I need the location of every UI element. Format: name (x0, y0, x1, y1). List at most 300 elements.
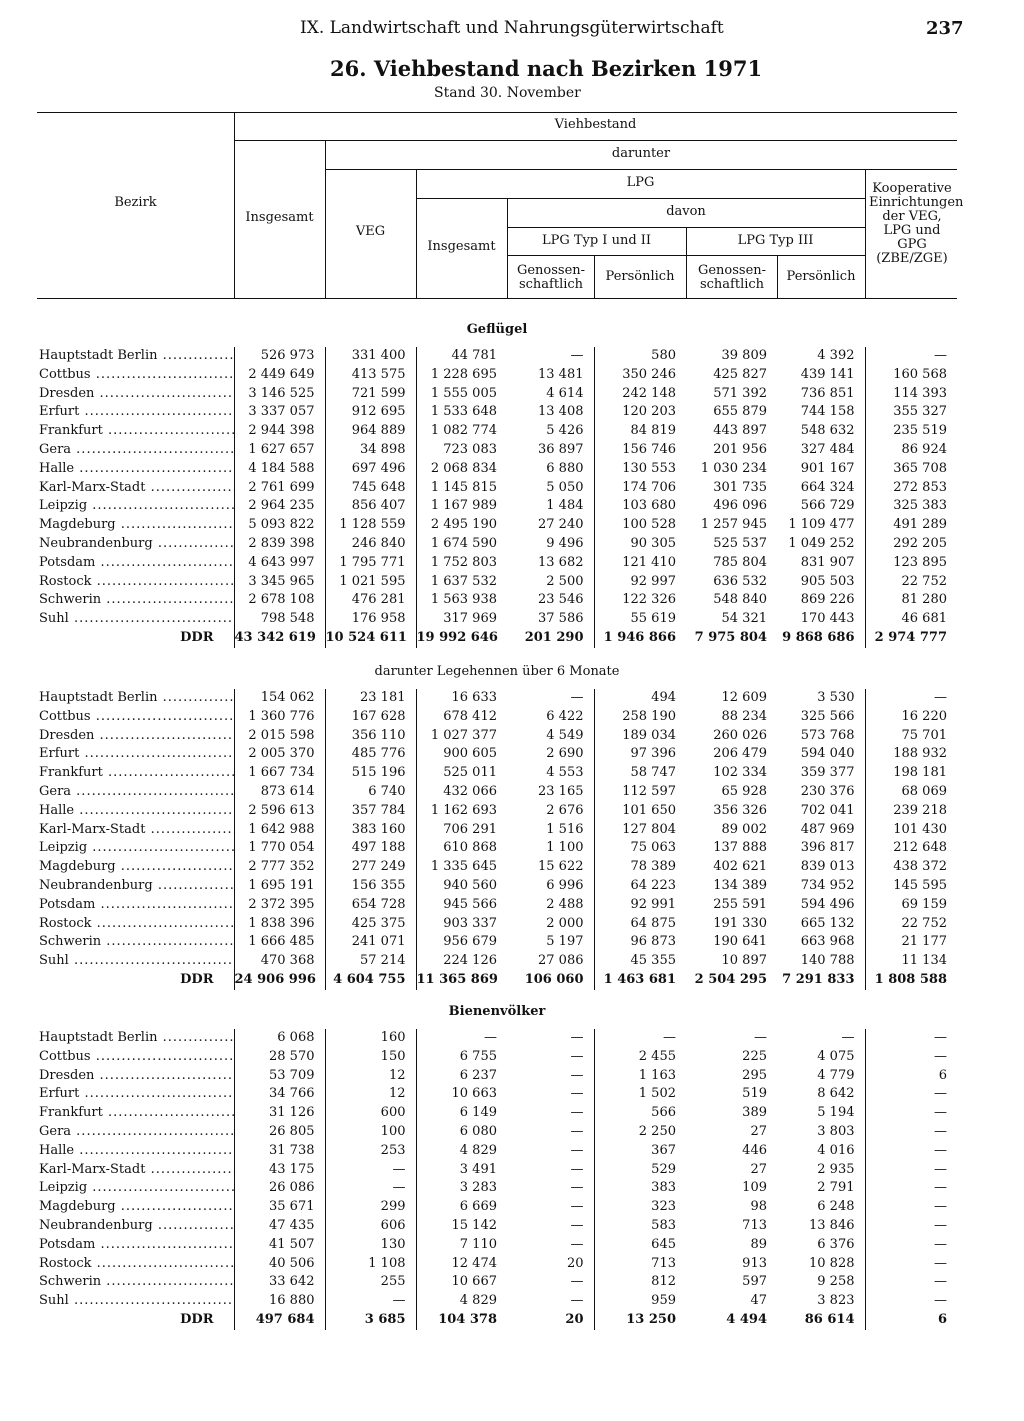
table-cell: 206 479 (713, 746, 767, 762)
table-cell: 130 553 (594, 460, 686, 479)
table-cell: 663 968 (800, 934, 855, 950)
table-cell: — (570, 1236, 584, 1252)
bezirk-name: Karl-Marx-Stadt ..... (37, 821, 234, 840)
table-row (37, 839, 957, 858)
table-row (37, 933, 957, 952)
table-cell: 571 392 (713, 385, 767, 401)
table-cell: — (570, 1048, 584, 1064)
bezirk-name: Karl-Marx-Stadt ..... (37, 1161, 234, 1180)
table-cell: 2 504 295 (694, 971, 767, 987)
table-cell: 476 281 (325, 591, 416, 610)
table-cell: 1 167 989 (416, 497, 507, 516)
total-label: DDR (180, 971, 214, 987)
table-cell: 39 809 (721, 348, 767, 363)
table-cell: 798 548 (234, 610, 325, 629)
table-row (37, 858, 957, 877)
table-cell: 13 250 (594, 1311, 686, 1330)
table-row (37, 1029, 957, 1048)
table-cell: 713 (594, 1255, 686, 1274)
table-cell: 37 586 (538, 611, 584, 627)
table-cell: 13 408 (538, 404, 584, 420)
table-cell: 31 126 (234, 1104, 325, 1123)
table-cell: 600 (325, 1104, 416, 1123)
table-cell: 367 (594, 1142, 686, 1161)
table-cell: 3 146 525 (234, 385, 325, 404)
table-cell: 246 840 (325, 535, 416, 554)
table-row (37, 745, 957, 764)
table-cell: 6 422 (546, 708, 584, 724)
table-cell: 1 695 191 (234, 877, 325, 896)
total-label: DDR (180, 1311, 214, 1327)
table-cell: 9 868 686 (782, 629, 855, 645)
table-row (37, 1217, 957, 1236)
table-cell: 69 159 (865, 896, 957, 915)
table-cell: 13 481 (538, 366, 584, 382)
table-cell: 331 400 (325, 347, 416, 366)
table-cell: 678 412 (416, 708, 507, 727)
table-cell: — (570, 1274, 584, 1290)
table-cell: 35 671 (234, 1198, 325, 1217)
table-cell: 78 389 (594, 858, 686, 877)
table-cell: — (570, 1030, 584, 1045)
table-row (37, 591, 957, 610)
table-row (37, 1198, 957, 1217)
table-cell: 1 128 559 (325, 516, 416, 535)
table-row (37, 554, 957, 573)
table-cell: — (325, 1161, 416, 1180)
table-cell: 2 676 (546, 802, 584, 818)
table-row (37, 535, 957, 554)
table-cell: 156 746 (594, 441, 686, 460)
table-cell: 1 674 590 (416, 535, 507, 554)
table-cell: 89 (750, 1236, 767, 1252)
table-cell: 1 666 485 (234, 933, 325, 952)
table-cell: 64 223 (594, 877, 686, 896)
table-cell: 2 495 190 (416, 516, 507, 535)
table-row (37, 1161, 957, 1180)
table-cell: 903 337 (416, 915, 507, 934)
table-cell: — (570, 690, 584, 705)
table-cell: 2 935 (817, 1161, 855, 1177)
table-cell: — (865, 1255, 957, 1274)
table-cell: 1 795 771 (325, 554, 416, 573)
table-cell: 15 142 (416, 1217, 507, 1236)
table-cell: 127 804 (594, 821, 686, 840)
table-cell: 1 335 645 (416, 858, 507, 877)
bezirk-name: Dresden ..... (37, 385, 234, 404)
table-cell: 2 488 (546, 896, 584, 912)
table-cell: 831 907 (800, 554, 855, 570)
table-cell: 100 (325, 1123, 416, 1142)
bezirk-name: Potsdam ..... (37, 1236, 234, 1255)
table-cell: 402 621 (713, 859, 767, 875)
table-cell: 945 566 (416, 896, 507, 915)
table-cell: — (570, 1217, 584, 1233)
table-cell: 242 148 (594, 385, 686, 404)
table-cell: 4 494 (726, 1311, 767, 1327)
table-cell: 145 595 (865, 877, 957, 896)
table-row (37, 497, 957, 516)
table-cell: 956 679 (416, 933, 507, 952)
table-cell: — (865, 347, 957, 366)
table-cell: 873 614 (234, 783, 325, 802)
table-cell: 1 082 774 (416, 422, 507, 441)
table-cell: 1 946 866 (594, 629, 686, 648)
table-cell: 10 524 611 (325, 629, 416, 648)
table-cell: 432 066 (416, 783, 507, 802)
table-cell: — (754, 1030, 767, 1045)
table-cell: — (570, 348, 584, 363)
table-cell: 45 355 (594, 952, 686, 971)
table-cell: 27 (750, 1161, 767, 1177)
table-cell: 120 203 (594, 403, 686, 422)
table-cell: 20 (565, 1311, 584, 1327)
table-cell: — (570, 1105, 584, 1121)
table-cell: 1 257 945 (700, 517, 767, 533)
table-cell: 566 (594, 1104, 686, 1123)
table-cell: 526 973 (234, 347, 325, 366)
table-cell: 4 075 (817, 1048, 855, 1064)
table-cell: 745 648 (325, 479, 416, 498)
table-cell: 7 291 833 (782, 971, 855, 987)
table-cell: 654 728 (325, 896, 416, 915)
table-cell: 2 974 777 (865, 629, 957, 648)
table-cell: — (865, 1048, 957, 1067)
table-cell: 359 377 (800, 765, 855, 781)
table-cell: 68 069 (865, 783, 957, 802)
table-cell: 2 777 352 (234, 858, 325, 877)
table-row (37, 516, 957, 535)
table-cell: 839 013 (800, 859, 855, 875)
table-cell: 33 642 (234, 1273, 325, 1292)
table-cell: 11 365 869 (416, 971, 507, 990)
bezirk-name: Cottbus ..... (37, 1048, 234, 1067)
table-cell: — (570, 1067, 584, 1083)
table-cell: 1 228 695 (416, 366, 507, 385)
table-cell: 7 975 804 (694, 629, 767, 645)
table-cell: 325 383 (865, 497, 957, 516)
table-cell: 64 875 (594, 915, 686, 934)
table-cell: — (865, 1179, 957, 1198)
table-cell: 40 506 (234, 1255, 325, 1274)
table-cell: 10 663 (416, 1085, 507, 1104)
table-row (37, 915, 957, 934)
table-cell: 497 684 (234, 1311, 325, 1330)
table-cell: 4 549 (546, 727, 584, 743)
table-row (37, 783, 957, 802)
table-cell: 3 803 (817, 1123, 855, 1139)
bezirk-name: Rostock ..... (37, 573, 234, 592)
table-cell: — (570, 1180, 584, 1196)
table-cell: 6 996 (546, 877, 584, 893)
table-cell: 109 (742, 1180, 767, 1196)
table-cell: 134 389 (713, 877, 767, 893)
table-cell: 12 609 (721, 690, 767, 705)
table-cell: 92 991 (594, 896, 686, 915)
table-cell: 327 484 (800, 441, 855, 457)
table-cell: 2 372 395 (234, 896, 325, 915)
table-row (37, 1179, 957, 1198)
table-cell: 114 393 (865, 385, 957, 404)
col-insgesamt: Insgesamt (245, 210, 314, 225)
table-subtitle: Stand 30. November (434, 85, 581, 101)
table-cell: 2 690 (546, 746, 584, 762)
bezirk-name: Karl-Marx-Stadt ..... (37, 479, 234, 498)
bezirk-name: Schwerin ..... (37, 933, 234, 952)
bezirk-name: Magdeburg ..... (37, 516, 234, 535)
table-cell: 413 575 (325, 366, 416, 385)
table-cell: 913 (742, 1255, 767, 1271)
table-cell: 491 289 (865, 516, 957, 535)
table-cell: 84 819 (594, 422, 686, 441)
table-cell: 1 162 693 (416, 802, 507, 821)
table-title: 26. Viehbestand nach Bezirken 1971 (330, 56, 763, 81)
table-cell: 8 642 (817, 1086, 855, 1102)
table-row (37, 1273, 957, 1292)
table-cell: 594 040 (800, 746, 855, 762)
table-cell: 123 895 (865, 554, 957, 573)
chapter-title: IX. Landwirtschaft und Nahrungsgüterwirtschaft (300, 18, 724, 38)
col-lpg: LPG (626, 175, 655, 190)
table-cell: 15 622 (538, 859, 584, 875)
table-cell: 90 305 (594, 535, 686, 554)
table-cell: 106 060 (524, 971, 584, 987)
table-cell: 706 291 (416, 821, 507, 840)
table-cell: 396 817 (800, 840, 855, 856)
table-cell: 58 747 (594, 764, 686, 783)
col-typ3: LPG Typ III (737, 233, 814, 248)
table-cell: 27 240 (538, 517, 584, 533)
bezirk-name: Gera ..... (37, 783, 234, 802)
table-cell: 230 376 (800, 783, 855, 799)
table-cell: 43 342 619 (234, 629, 325, 648)
table-cell: 443 897 (713, 423, 767, 439)
bezirk-name: Frankfurt ..... (37, 422, 234, 441)
table-cell: 4 604 755 (325, 971, 416, 990)
col-veg: VEG (355, 224, 386, 239)
table-cell: 201 956 (713, 441, 767, 457)
table-row (37, 1123, 957, 1142)
table-cell: 34 898 (325, 441, 416, 460)
table-row (37, 952, 957, 971)
data-table (37, 347, 957, 648)
table-row (37, 896, 957, 915)
table-cell: 6 880 (546, 460, 584, 476)
table-cell: 156 355 (325, 877, 416, 896)
table-cell: 10 667 (416, 1273, 507, 1292)
table-cell: 702 041 (800, 802, 855, 818)
table-cell: 12 (325, 1085, 416, 1104)
bezirk-name: Erfurt ..... (37, 403, 234, 422)
col-typ3-persoenlich: Persönlich (786, 269, 856, 284)
table-cell: 1 637 532 (416, 573, 507, 592)
table-cell: — (570, 1293, 584, 1309)
table-cell: 580 (594, 347, 686, 366)
table-cell: 100 528 (594, 516, 686, 535)
bezirk-name: Magdeburg ..... (37, 1198, 234, 1217)
table-row (37, 460, 957, 479)
table-cell: 529 (594, 1161, 686, 1180)
table-cell: 446 (742, 1142, 767, 1158)
table-cell: — (416, 1029, 507, 1048)
bezirk-name: Hauptstadt Berlin ..... (37, 1029, 234, 1048)
bezirk-name: Suhl ..... (37, 610, 234, 629)
table-cell: 356 326 (713, 802, 767, 818)
table-cell: 98 (750, 1199, 767, 1215)
table-cell: 425 827 (713, 366, 767, 382)
table-cell: 5 093 822 (234, 516, 325, 535)
table-cell: 6 755 (416, 1048, 507, 1067)
table-cell: 96 873 (594, 933, 686, 952)
table-cell: 23 165 (538, 783, 584, 799)
table-cell: 713 (742, 1217, 767, 1233)
bezirk-name: Dresden ..... (37, 1067, 234, 1086)
table-cell: — (865, 1217, 957, 1236)
table-cell: 167 628 (325, 708, 416, 727)
table-cell: 1 109 477 (788, 517, 855, 533)
table-cell: — (865, 1292, 957, 1311)
bezirk-name: Frankfurt ..... (37, 764, 234, 783)
table-cell: 964 889 (325, 422, 416, 441)
table-cell: 10 897 (721, 953, 767, 969)
table-cell: 121 410 (594, 554, 686, 573)
table-cell: — (570, 1123, 584, 1139)
col-typ12-persoenlich: Persönlich (605, 269, 675, 284)
table-cell: 9 496 (546, 535, 584, 551)
table-cell: 721 599 (325, 385, 416, 404)
bezirk-name: Rostock ..... (37, 1255, 234, 1274)
table-cell: 2 455 (594, 1048, 686, 1067)
table-cell: 2 015 598 (234, 727, 325, 746)
table-cell: 3 283 (416, 1179, 507, 1198)
bezirk-name: Hauptstadt Berlin ..... (37, 689, 234, 708)
table-cell: 1 463 681 (594, 971, 686, 990)
table-cell: 5 194 (817, 1105, 855, 1121)
table-cell: 583 (594, 1217, 686, 1236)
col-typ3-genossenschaftlich: Genossen- schaftlich (697, 263, 767, 292)
table-cell: 665 132 (800, 915, 855, 931)
table-cell: — (325, 1292, 416, 1311)
table-cell: 357 784 (325, 802, 416, 821)
table-cell: 573 768 (800, 727, 855, 743)
bezirk-name: Leipzig ..... (37, 839, 234, 858)
table-cell: 89 002 (721, 821, 767, 837)
table-row (37, 1292, 957, 1311)
table-cell: 9 258 (817, 1274, 855, 1290)
table-cell: 22 752 (865, 573, 957, 592)
table-cell: 496 096 (713, 498, 767, 514)
table-cell: 1 667 734 (234, 764, 325, 783)
table-cell: 6 080 (416, 1123, 507, 1142)
page-header (0, 18, 1024, 42)
bezirk-name: Halle ..... (37, 802, 234, 821)
table-cell: 26 086 (234, 1179, 325, 1198)
table-row (37, 689, 957, 708)
bezirk-name: Neubrandenburg ..... (37, 877, 234, 896)
table-row (37, 573, 957, 592)
table-cell: 1 808 588 (865, 971, 957, 990)
table-cell: 4 614 (546, 385, 584, 401)
table-cell: — (594, 1029, 686, 1048)
table-cell: 154 062 (234, 689, 325, 708)
table-cell: 75 063 (594, 839, 686, 858)
table-cell: 6 068 (234, 1029, 325, 1048)
table-cell: 46 681 (865, 610, 957, 629)
data-table (37, 689, 957, 990)
table-cell: 723 083 (416, 441, 507, 460)
table-cell: 28 570 (234, 1048, 325, 1067)
table-cell: 597 (742, 1274, 767, 1290)
table-cell: 6 740 (325, 783, 416, 802)
table-cell: 497 188 (325, 839, 416, 858)
bezirk-name: Gera ..... (37, 441, 234, 460)
table-cell: 5 197 (546, 934, 584, 950)
bezirk-name: Rostock ..... (37, 915, 234, 934)
table-cell: 191 330 (713, 915, 767, 931)
table-cell: 1 752 803 (416, 554, 507, 573)
table-row (37, 1104, 957, 1123)
table-cell: 1 360 776 (234, 708, 325, 727)
table-cell: 905 503 (800, 573, 855, 589)
table-cell: 734 952 (800, 877, 855, 893)
table-cell: 645 (594, 1236, 686, 1255)
table-cell: 1 516 (546, 821, 584, 837)
table-cell: 494 (594, 689, 686, 708)
table-cell: 594 496 (800, 896, 855, 912)
table-cell: 812 (594, 1273, 686, 1292)
table-cell: 225 (742, 1048, 767, 1064)
table-cell: 3 337 057 (234, 403, 325, 422)
table-cell: 3 345 965 (234, 573, 325, 592)
table-cell: 548 840 (713, 592, 767, 608)
table-cell: 24 906 996 (234, 971, 325, 990)
table-cell: 47 (750, 1293, 767, 1309)
table-cell: 1 770 054 (234, 839, 325, 858)
table-cell: 272 853 (865, 479, 957, 498)
table-cell: 212 648 (865, 839, 957, 858)
col-viehbestand: Viehbestand (554, 117, 637, 132)
table-cell: 365 708 (865, 460, 957, 479)
table-cell: 47 435 (234, 1217, 325, 1236)
table-cell: 92 997 (594, 573, 686, 592)
table-cell: 1 484 (546, 498, 584, 514)
table-cell: 104 378 (416, 1311, 507, 1330)
table-cell: 101 430 (865, 821, 957, 840)
table-cell: — (325, 1179, 416, 1198)
table-cell: 470 368 (234, 952, 325, 971)
table-cell: — (865, 1273, 957, 1292)
table-cell: 744 158 (800, 404, 855, 420)
table-cell: 438 372 (865, 858, 957, 877)
bezirk-name: Schwerin ..... (37, 1273, 234, 1292)
total-row (37, 971, 957, 990)
table-cell: 389 (742, 1105, 767, 1121)
table-cell: 11 134 (865, 952, 957, 971)
table-cell: 43 175 (234, 1161, 325, 1180)
table-cell: 13 682 (538, 554, 584, 570)
bezirk-name: Cottbus ..... (37, 366, 234, 385)
table-cell: 323 (594, 1198, 686, 1217)
table-cell: 16 880 (234, 1292, 325, 1311)
bezirk-name: Frankfurt ..... (37, 1104, 234, 1123)
table-cell: 160 (325, 1029, 416, 1048)
table-cell: 258 190 (594, 708, 686, 727)
table-cell: 901 167 (800, 460, 855, 476)
table-cell: 940 560 (416, 877, 507, 896)
bezirk-name: Suhl ..... (37, 1292, 234, 1311)
table-cell: 86 924 (865, 441, 957, 460)
bezirk-name: Neubrandenburg ..... (37, 535, 234, 554)
